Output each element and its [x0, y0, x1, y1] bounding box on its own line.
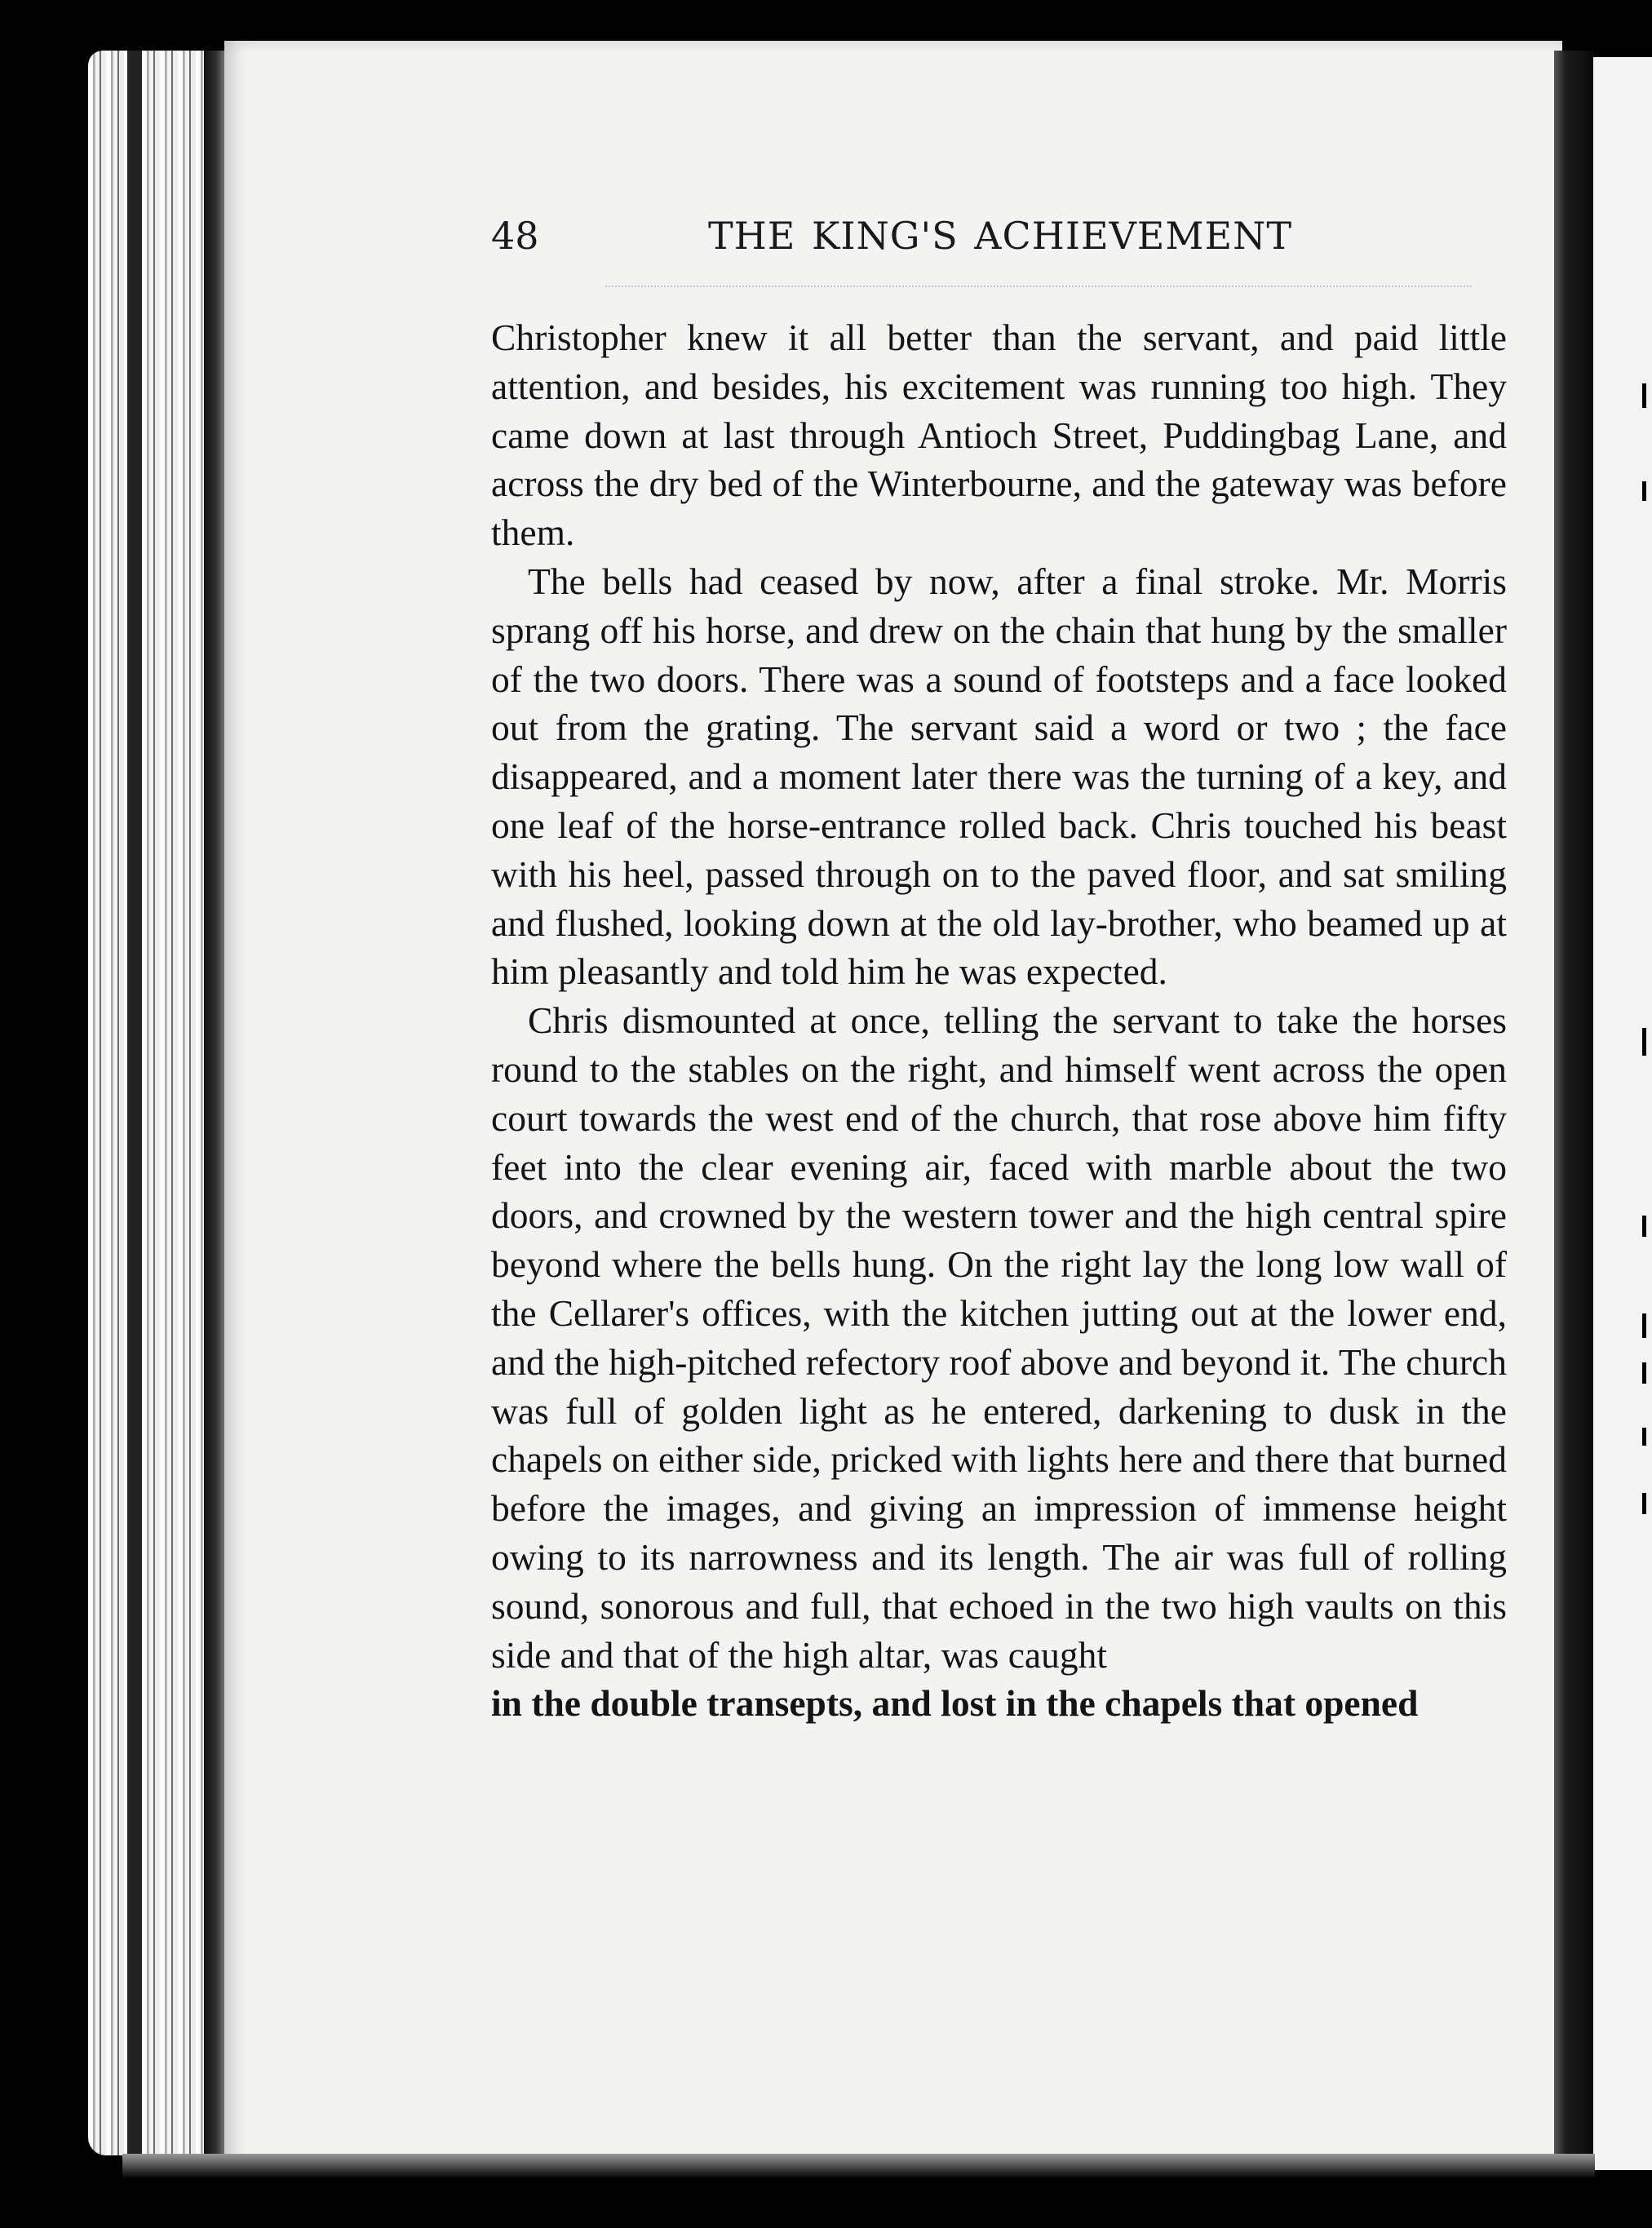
running-header	[491, 214, 1507, 271]
paragraph: Chris dismounted at once, telling the servant to take the horses round to the stables on the right, and himself went across the open court towards the west end of the church, that rose above him fifty feet into the clear evening air, faced with marble about the two doors, and crowned by the western tower and the high central spire beyond where the bells hung. On the right lay the long low wall of the Cellarer's offices, with the kitchen jutting out at the lower end, and the high-pitched refectory roof above and beyond it. The church was full of golden light as he entered, darkening to dusk in the chapels on either side, pricked with lights here and there that burned before the images, and giving an impression of immense height owing to its narrowness and its length. The air was full of rolling sound, sonorous and full, that echoed in the two high vaults on this side and that of the high altar, was caught	[491, 999, 1507, 1676]
running-title: THE KING'S ACHIEVEMENT	[708, 214, 1293, 258]
paragraph: The bells had ceased by now, after a final stroke. Mr. Morris sprang off his horse, and drew on the chain that hung by the smaller of the two doors. There was a sound of footsteps and a face looked out from the grating. The servant said a word or two ; the face disappeared, and a moment later there was the turning of a key, and one leaf of the horse-entrance rolled back. Chris touched his beast with his heel, passed through on to the paved floor, and sat smiling and flushed, looking down at the old lay-brother, who beamed up at him pleasantly and told him he was expected.	[491, 560, 1507, 993]
facing-page-edge	[1593, 57, 1652, 2170]
edge-shadow	[127, 51, 142, 2155]
page-number: 48	[491, 214, 539, 258]
body-text	[491, 313, 1507, 1728]
header-rule	[605, 286, 1472, 287]
binding-shadow	[1554, 51, 1593, 2172]
page-edges	[88, 51, 231, 2155]
paragraph-last-line: in the double transepts, and lost in the chapels that opened	[491, 1682, 1419, 1725]
paragraph: Christopher knew it all better than the servant, and paid little attention, and besides, his excitement was running too high. They came down at last through Antioch Street, Puddingbag Lane, and across the dry bed of the Winterbourne, and the gateway was before them.	[491, 317, 1507, 554]
gutter-shadow	[204, 51, 225, 2155]
bottom-edge-shadow	[122, 2154, 1595, 2178]
